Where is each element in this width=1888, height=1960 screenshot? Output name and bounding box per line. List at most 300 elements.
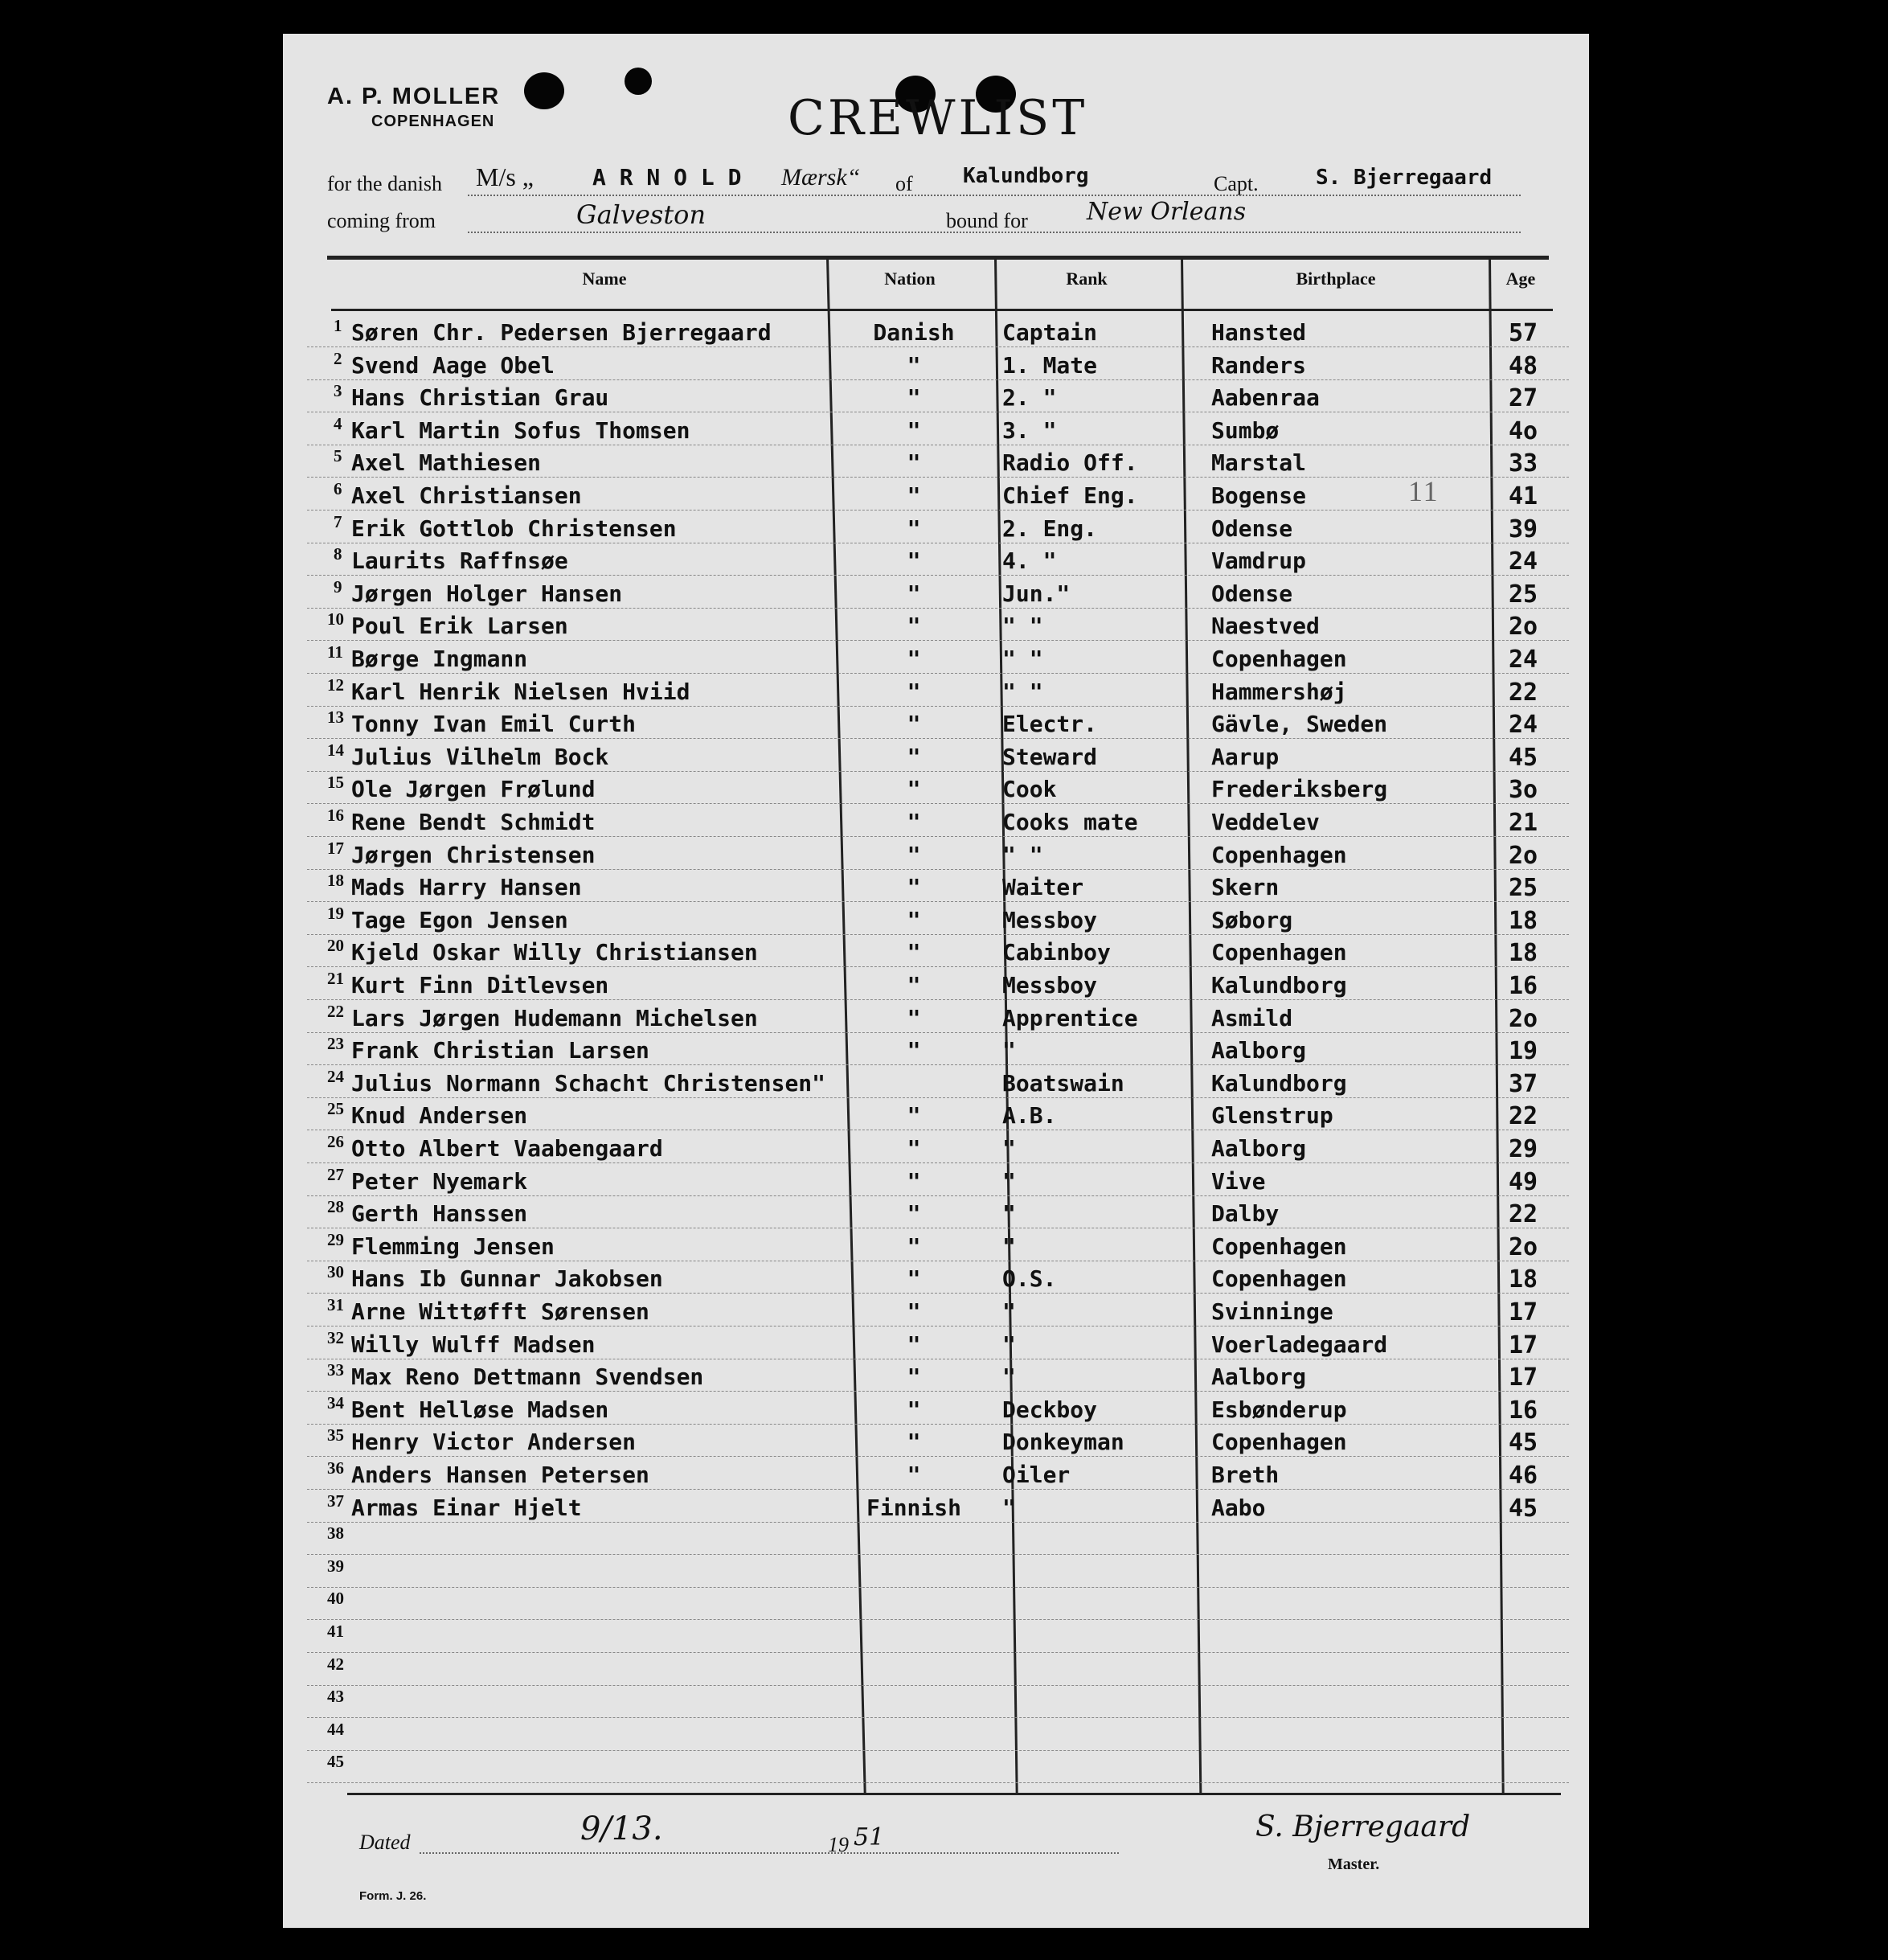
row-rule: [307, 575, 1569, 576]
crew-birthplace: Vive: [1211, 1168, 1266, 1195]
row-number: 26: [327, 1132, 344, 1151]
crew-age: 25: [1509, 874, 1538, 902]
crew-birthplace: Vamdrup: [1211, 547, 1307, 574]
crew-nation: ": [907, 711, 921, 737]
crew-name: Max Reno Dettmann Svendsen: [351, 1363, 704, 1390]
crew-age: 45: [1509, 1495, 1538, 1523]
crew-rank: 2. ": [1002, 384, 1057, 411]
row-number: 16: [327, 806, 344, 825]
crew-name: Anders Hansen Petersen: [351, 1462, 649, 1488]
crew-age: 29: [1509, 1135, 1538, 1163]
row-number: 34: [327, 1393, 344, 1413]
crew-birthplace: Copenhagen: [1211, 1429, 1347, 1455]
crew-nation: ": [907, 417, 921, 444]
crew-age: 22: [1509, 1102, 1538, 1130]
crew-rank: Radio Off.: [1002, 449, 1138, 476]
row-rule: [307, 1064, 1569, 1065]
crew-name: Gerth Hanssen: [351, 1200, 528, 1227]
crew-age: 18: [1509, 907, 1538, 935]
crew-age: 25: [1509, 580, 1538, 609]
crew-nation: ": [907, 776, 921, 802]
crew-nation: ": [907, 1037, 921, 1064]
row-number: 32: [327, 1328, 344, 1347]
crew-age: 16: [1509, 972, 1538, 1000]
crew-nation: ": [907, 449, 921, 476]
crew-name: Jørgen Christensen: [351, 842, 596, 868]
crew-age: 2o: [1509, 842, 1538, 870]
crew-birthplace: Odense: [1211, 515, 1293, 542]
crew-name: Frank Christian Larsen: [351, 1037, 649, 1064]
crew-age: 24: [1509, 711, 1538, 739]
crew-nation: Danish: [873, 319, 955, 346]
crew-birthplace: Aalborg: [1211, 1135, 1307, 1162]
crew-name: Erik Gottlob Christensen: [351, 515, 677, 542]
crew-nation: ": [907, 939, 921, 966]
row-rule: [307, 1652, 1569, 1653]
row-number: 23: [327, 1034, 344, 1053]
row-rule: [307, 1619, 1569, 1620]
crew-name: Søren Chr. Pedersen Bjerregaard: [351, 319, 772, 346]
crew-rank: Donkeyman: [1002, 1429, 1124, 1455]
row-number: 7: [334, 512, 342, 531]
crewlist-document: [283, 34, 1589, 1928]
column-header-rank: Rank: [1066, 269, 1108, 289]
table-top-rule: [327, 256, 1549, 260]
crew-name: Tonny Ivan Emil Curth: [351, 711, 637, 737]
crew-age: 24: [1509, 646, 1538, 674]
crew-nation: ": [907, 842, 921, 868]
crew-nation: ": [907, 972, 921, 998]
year-suffix: 51: [854, 1823, 885, 1851]
crew-birthplace: Marstal: [1211, 449, 1307, 476]
row-rule: [307, 966, 1569, 967]
bound-for: New Orleans: [1087, 198, 1247, 226]
crew-name: Julius Vilhelm Bock: [351, 744, 609, 770]
column-header-name: Name: [582, 269, 627, 289]
crew-age: 48: [1509, 352, 1538, 380]
crew-nation: ": [907, 1331, 921, 1358]
row-number: 43: [327, 1687, 344, 1706]
crew-nation: ": [907, 384, 921, 411]
crew-birthplace: Kalundborg: [1211, 972, 1347, 998]
crew-rank: ": [1002, 1168, 1016, 1195]
crew-rank: Chief Eng.: [1002, 482, 1138, 509]
label-dated: Dated: [359, 1831, 411, 1854]
crew-birthplace: Odense: [1211, 580, 1293, 607]
crew-birthplace: Aalborg: [1211, 1037, 1307, 1064]
crew-age: 37: [1509, 1070, 1538, 1098]
crew-age: 19: [1509, 1037, 1538, 1065]
crew-nation: ": [907, 1363, 921, 1390]
crew-rank: Jun.": [1002, 580, 1071, 607]
crew-name: Willy Wulff Madsen: [351, 1331, 596, 1358]
crew-birthplace: Glenstrup: [1211, 1102, 1333, 1129]
crew-name: Karl Martin Sofus Thomsen: [351, 417, 690, 444]
crew-age: 4o: [1509, 417, 1538, 445]
crew-name: Hans Ib Gunnar Jakobsen: [351, 1265, 663, 1292]
row-rule: [307, 1195, 1569, 1196]
label-bound-for: bound for: [946, 209, 1028, 232]
crew-name: Peter Nyemark: [351, 1168, 528, 1195]
punch-hole: [524, 72, 564, 109]
row-number: 2: [334, 349, 342, 368]
crew-nation: ": [907, 1462, 921, 1488]
crew-age: 22: [1509, 679, 1538, 707]
crew-rank: Boatswain: [1002, 1070, 1124, 1097]
crew-nation: ": [907, 907, 921, 933]
home-port: Kalundborg: [963, 164, 1089, 188]
crew-name: Rene Bendt Schmidt: [351, 809, 596, 835]
crew-rank: ": [1002, 1331, 1016, 1358]
crew-birthplace: Copenhagen: [1211, 842, 1347, 868]
crew-name: Mads Harry Hansen: [351, 874, 582, 900]
crew-age: 17: [1509, 1298, 1538, 1326]
crew-nation: Finnish: [866, 1495, 961, 1521]
crew-nation: ": [907, 1429, 921, 1455]
row-rule: [307, 1587, 1569, 1588]
crew-rank: 4. ": [1002, 547, 1057, 574]
crew-name: Otto Albert Vaabengaard: [351, 1135, 663, 1162]
row-number: 8: [334, 544, 342, 564]
crew-rank: " ": [1002, 842, 1043, 868]
crew-birthplace: Veddelev: [1211, 809, 1320, 835]
form-number: Form. J. 26.: [359, 1889, 427, 1903]
row-rule: [307, 934, 1569, 935]
crew-age: 2o: [1509, 1233, 1538, 1261]
crew-rank: Oiler: [1002, 1462, 1071, 1488]
crew-rank: Cabinboy: [1002, 939, 1111, 966]
crew-age: 17: [1509, 1363, 1538, 1392]
row-rule: [307, 999, 1569, 1000]
label-coming-from: coming from: [327, 209, 436, 232]
crew-birthplace: Bogense: [1211, 482, 1307, 509]
crew-birthplace: Svinninge: [1211, 1298, 1333, 1325]
row-number: 22: [327, 1002, 344, 1021]
crew-age: 45: [1509, 1429, 1538, 1457]
crew-age: 41: [1509, 482, 1538, 511]
row-rule: [307, 346, 1569, 347]
crew-age: 27: [1509, 384, 1538, 412]
crew-rank: ": [1002, 1363, 1016, 1390]
row-rule: [307, 477, 1569, 478]
crew-birthplace: Copenhagen: [1211, 939, 1347, 966]
crew-rank: ": [1002, 1037, 1016, 1064]
row-number: 29: [327, 1230, 344, 1249]
crew-rank: ": [1002, 1233, 1016, 1260]
row-rule: [307, 836, 1569, 837]
vessel-prefix: M/s „: [476, 162, 534, 191]
crew-name: Laurits Raffnsøe: [351, 547, 568, 574]
crew-birthplace: Dalby: [1211, 1200, 1280, 1227]
crew-age: 18: [1509, 939, 1538, 967]
crew-nation: ": [907, 515, 921, 542]
crew-rank: Cooks mate: [1002, 809, 1138, 835]
crew-rank: O.S.: [1002, 1265, 1057, 1292]
crew-rank: Captain: [1002, 319, 1098, 346]
row-rule: [307, 673, 1569, 674]
crew-birthplace: Breth: [1211, 1462, 1280, 1488]
crew-nation: ": [907, 744, 921, 770]
crew-name: Arne Wittøfft Sørensen: [351, 1298, 649, 1325]
crew-birthplace: Copenhagen: [1211, 1233, 1347, 1260]
crew-age: 21: [1509, 809, 1538, 837]
row-number: 10: [327, 609, 344, 629]
row-number: 40: [327, 1589, 344, 1608]
row-number: 11: [327, 642, 343, 662]
crew-rank: Cook: [1002, 776, 1057, 802]
row-rule: [307, 1717, 1569, 1718]
crew-name: Bent Helløse Madsen: [351, 1396, 609, 1423]
crew-rank: " ": [1002, 613, 1043, 639]
header-bottom-rule: [331, 309, 1553, 311]
row-number: 45: [327, 1752, 344, 1771]
crew-rank: Steward: [1002, 744, 1098, 770]
crew-rank: 1. Mate: [1002, 352, 1098, 379]
crew-birthplace: Aarup: [1211, 744, 1280, 770]
row-number: 24: [327, 1067, 344, 1086]
row-number: 44: [327, 1720, 344, 1739]
row-number: 39: [327, 1556, 344, 1576]
row-rule: [307, 706, 1569, 707]
crew-nation: ": [907, 1396, 921, 1423]
crew-nation: ": [907, 646, 921, 672]
crew-name: Kurt Finn Ditlevsen: [351, 972, 609, 998]
column-header-age: Age: [1505, 269, 1536, 289]
row-rule: [307, 1391, 1569, 1392]
row-number: 14: [327, 740, 344, 760]
dotted-line: [468, 195, 1521, 196]
crew-birthplace: Naestved: [1211, 613, 1320, 639]
crew-nation: ": [907, 1135, 921, 1162]
row-rule: [307, 1032, 1569, 1033]
crew-name: Axel Christiansen: [351, 482, 582, 509]
crew-birthplace: Frederiksberg: [1211, 776, 1388, 802]
row-number: 31: [327, 1295, 344, 1314]
crew-name: Ole Jørgen Frølund: [351, 776, 596, 802]
row-number: 33: [327, 1360, 344, 1380]
crew-nation: ": [907, 874, 921, 900]
row-number: 36: [327, 1458, 344, 1478]
col-divider: [1181, 257, 1202, 1793]
crew-age: 46: [1509, 1462, 1538, 1490]
crew-nation: ": [907, 1005, 921, 1031]
row-rule: [307, 1685, 1569, 1686]
crew-name: Børge Ingmann: [351, 646, 528, 672]
company-city: COPENHAGEN: [371, 113, 495, 130]
dotted-line: [468, 232, 1521, 233]
crew-nation: ": [907, 482, 921, 509]
crew-age: 24: [1509, 547, 1538, 576]
crew-rank: A.B.: [1002, 1102, 1057, 1129]
crew-nation: ": [907, 1102, 921, 1129]
crew-nation: ": [907, 679, 921, 705]
crew-age: 39: [1509, 515, 1538, 543]
crew-age: 16: [1509, 1396, 1538, 1425]
crew-birthplace: Esbønderup: [1211, 1396, 1347, 1423]
vessel-name: A R N O L D: [592, 164, 742, 191]
crew-rank: 3. ": [1002, 417, 1057, 444]
row-number: 12: [327, 675, 344, 695]
crew-rank: 2. Eng.: [1002, 515, 1098, 542]
label-of: of: [895, 172, 913, 195]
row-number: 18: [327, 871, 344, 890]
row-number: 5: [334, 446, 342, 465]
crew-birthplace: Aalborg: [1211, 1363, 1307, 1390]
crew-rank: ": [1002, 1298, 1016, 1325]
crew-age: 33: [1509, 449, 1538, 478]
row-number: 38: [327, 1523, 344, 1543]
row-rule: [307, 901, 1569, 902]
row-number: 13: [327, 707, 344, 727]
row-number: 37: [327, 1491, 344, 1511]
crew-rank: Waiter: [1002, 874, 1084, 900]
crew-rank: ": [1002, 1495, 1016, 1521]
date-handwritten: 9/13.: [580, 1810, 663, 1847]
row-rule: [307, 510, 1569, 511]
crew-rank: Messboy: [1002, 907, 1098, 933]
dotted-line: [420, 1852, 1119, 1854]
crew-age: 22: [1509, 1200, 1538, 1228]
crew-name: Karl Henrik Nielsen Hviid: [351, 679, 690, 705]
row-rule: [307, 1456, 1569, 1457]
crew-age: 57: [1509, 319, 1538, 347]
column-header-birthplace: Birthplace: [1296, 269, 1376, 289]
row-rule: [307, 1424, 1569, 1425]
crew-nation: ": [907, 809, 921, 835]
crew-birthplace: Hammershøj: [1211, 679, 1347, 705]
crew-nation: ": [907, 352, 921, 379]
row-rule: [307, 1097, 1569, 1098]
row-number: 4: [334, 414, 342, 433]
row-number: 27: [327, 1165, 344, 1184]
label-master: Master.: [1328, 1855, 1380, 1873]
crew-name: Axel Mathiesen: [351, 449, 542, 476]
row-rule: [307, 1750, 1569, 1751]
row-rule: [307, 379, 1569, 380]
captain-name: S. Bjerregaard: [1316, 166, 1493, 190]
crew-birthplace: Skern: [1211, 874, 1280, 900]
vessel-suffix: Mærsk“: [781, 164, 861, 191]
crew-birthplace: Asmild: [1211, 1005, 1293, 1031]
crew-birthplace: Gävle, Sweden: [1211, 711, 1388, 737]
table-bottom-rule: [347, 1793, 1561, 1795]
crew-name: Julius Normann Schacht Christensen": [351, 1070, 826, 1097]
year-prefix: 19: [828, 1833, 849, 1856]
row-number: 30: [327, 1262, 344, 1281]
crew-age: 18: [1509, 1265, 1538, 1294]
crew-name: Svend Aage Obel: [351, 352, 555, 379]
crew-name: Poul Erik Larsen: [351, 613, 568, 639]
crew-nation: ": [907, 1233, 921, 1260]
row-rule: [307, 1522, 1569, 1523]
row-rule: [307, 1162, 1569, 1163]
row-rule: [307, 869, 1569, 870]
crew-nation: ": [907, 1265, 921, 1292]
row-number: 25: [327, 1099, 344, 1118]
row-number: 21: [327, 969, 344, 988]
crew-name: Henry Victor Andersen: [351, 1429, 637, 1455]
crew-name: Flemming Jensen: [351, 1233, 555, 1260]
margin-note: 11: [1408, 475, 1440, 507]
crew-birthplace: Aabo: [1211, 1495, 1266, 1521]
crew-birthplace: Kalundborg: [1211, 1070, 1347, 1097]
label-for-the-danish: for the danish: [327, 172, 442, 195]
company-name: A. P. MOLLER: [327, 84, 501, 109]
crew-nation: ": [907, 613, 921, 639]
punch-hole: [625, 68, 652, 95]
crew-name: Hans Christian Grau: [351, 384, 609, 411]
row-rule: [307, 738, 1569, 739]
row-number: 17: [327, 839, 344, 858]
col-divider: [1489, 257, 1505, 1793]
crew-birthplace: Randers: [1211, 352, 1307, 379]
crew-age: 2o: [1509, 1005, 1538, 1033]
row-rule: [307, 1554, 1569, 1555]
crew-rank: ": [1002, 1200, 1016, 1227]
crew-rank: Apprentice: [1002, 1005, 1138, 1031]
crew-nation: ": [907, 1200, 921, 1227]
row-rule: [307, 1293, 1569, 1294]
crew-age: 2o: [1509, 613, 1538, 641]
crew-birthplace: Copenhagen: [1211, 1265, 1347, 1292]
crew-birthplace: Sumbø: [1211, 417, 1280, 444]
row-number: 35: [327, 1425, 344, 1445]
row-rule: [307, 1782, 1569, 1783]
crew-age: 17: [1509, 1331, 1538, 1359]
crew-rank: " ": [1002, 646, 1043, 672]
crew-birthplace: Voerladegaard: [1211, 1331, 1388, 1358]
crew-age: 49: [1509, 1168, 1538, 1196]
column-header-nation: Nation: [884, 269, 936, 289]
row-number: 41: [327, 1622, 344, 1641]
row-number: 19: [327, 904, 344, 923]
crew-birthplace: Copenhagen: [1211, 646, 1347, 672]
crew-name: Knud Andersen: [351, 1102, 528, 1129]
row-number: 42: [327, 1655, 344, 1674]
row-number: 15: [327, 773, 344, 792]
row-rule: [307, 771, 1569, 772]
row-rule: [307, 608, 1569, 609]
row-number: 20: [327, 936, 344, 955]
crew-age: 3o: [1509, 776, 1538, 804]
crew-name: Jørgen Holger Hansen: [351, 580, 623, 607]
row-number: 6: [334, 479, 342, 498]
row-number: 3: [334, 381, 342, 400]
crew-rank: Deckboy: [1002, 1396, 1098, 1423]
crew-birthplace: Søborg: [1211, 907, 1293, 933]
crew-name: Lars Jørgen Hudemann Michelsen: [351, 1005, 758, 1031]
row-rule: [307, 803, 1569, 804]
row-rule: [307, 640, 1569, 641]
row-number: 1: [334, 316, 342, 335]
crew-rank: ": [1002, 1135, 1016, 1162]
crew-birthplace: Aabenraa: [1211, 384, 1320, 411]
coming-from: Galveston: [576, 199, 706, 230]
crew-nation: ": [907, 547, 921, 574]
master-signature: S. Bjerregaard: [1255, 1810, 1471, 1843]
crew-rank: " ": [1002, 679, 1043, 705]
crew-rank: Messboy: [1002, 972, 1098, 998]
row-rule: [307, 1489, 1569, 1490]
crew-nation: ": [907, 580, 921, 607]
crew-birthplace: Hansted: [1211, 319, 1307, 346]
crew-name: Armas Einar Hjelt: [351, 1495, 582, 1521]
crew-nation: ": [907, 1168, 921, 1195]
label-capt: Capt.: [1214, 172, 1259, 195]
crew-name: Tage Egon Jensen: [351, 907, 568, 933]
row-number: 28: [327, 1197, 344, 1216]
crew-rank: Electr.: [1002, 711, 1098, 737]
